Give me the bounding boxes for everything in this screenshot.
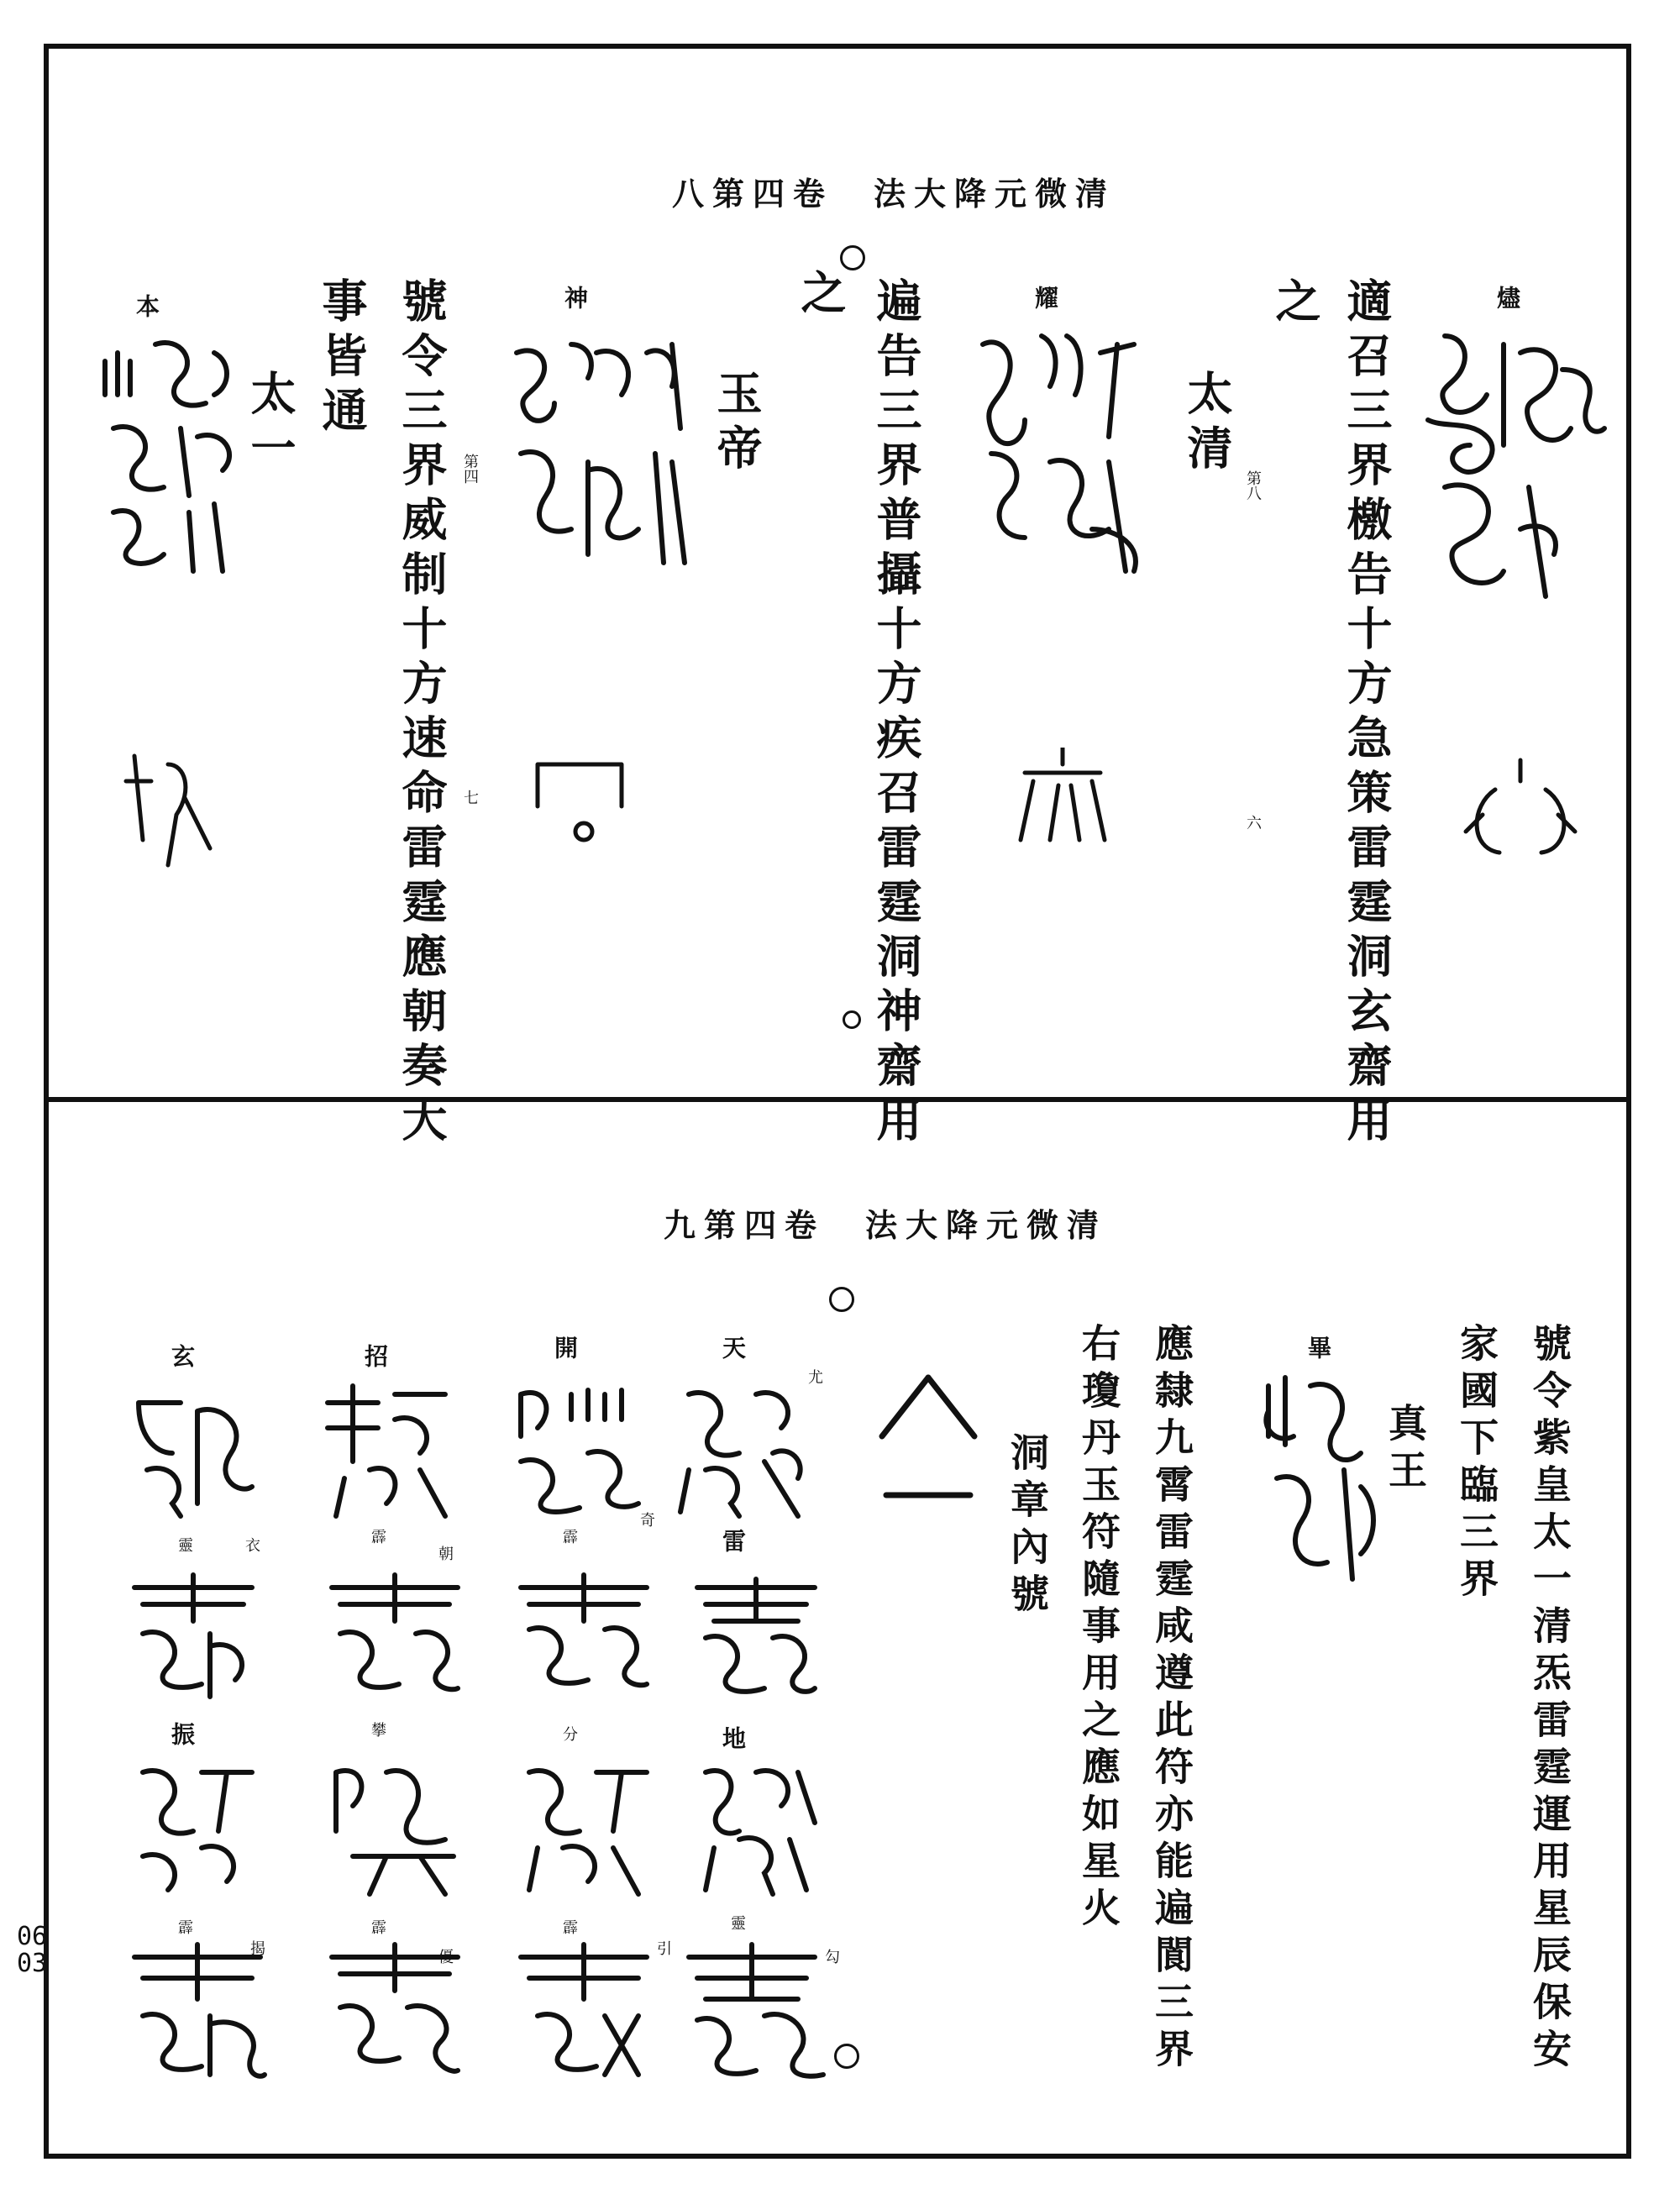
person-glyph	[874, 1369, 983, 1512]
section-2-note: 玉帝	[710, 370, 764, 479]
talisman-seal-5	[1252, 1369, 1386, 1604]
bottom-text-col2: 家國下臨三界	[1454, 1323, 1499, 1605]
talisman-glyph-2	[1008, 748, 1117, 848]
bottom-text-col6: 洞章內號	[1005, 1432, 1050, 1620]
talisman-seal-19	[126, 1571, 260, 1705]
talisman-glyph-3	[529, 756, 630, 848]
talisman-seal-4	[97, 328, 248, 580]
seal-label: 靈	[728, 1915, 746, 1930]
section-3-minilabel-2: 七	[461, 790, 479, 805]
talisman-seal-6	[672, 1378, 815, 1520]
talisman-seal-7	[689, 1571, 823, 1705]
seal-label: 靈	[176, 1537, 193, 1552]
section-3-body: 號令三界威制十方速命雷霆應朝奏大	[395, 277, 449, 1151]
seal-label: 霹	[176, 1919, 193, 1934]
seal-label: 地	[719, 1726, 747, 1750]
talisman-seal-8	[689, 1756, 823, 1898]
seal-label: 雷	[719, 1529, 747, 1552]
page-number: 0603	[16, 1922, 48, 1978]
section-2-body: 遍告三界普攝十方疾召雷霆洞神齋用	[869, 277, 923, 1151]
seal-label: 招	[361, 1344, 389, 1367]
seal-label: 霹	[369, 1529, 386, 1544]
section-3-note: 太一	[244, 370, 297, 479]
talisman-seal-16	[319, 1756, 462, 1898]
seal-label: 玄	[168, 1344, 196, 1367]
section-3-line2: 事皆通	[315, 277, 369, 441]
section-1-minilabel: 第八	[1244, 470, 1262, 501]
section-2-caption: 耀	[1032, 286, 1059, 309]
seal-side-label: 奇	[638, 1512, 655, 1527]
talisman-glyph-4	[118, 748, 218, 874]
seal-label: 引	[654, 1940, 672, 1955]
talisman-glyph-1	[1462, 756, 1579, 865]
section-3-caption: 神	[561, 286, 589, 309]
talisman-seal-15	[323, 1571, 466, 1705]
section-1-suffix: 之	[1268, 277, 1322, 332]
talisman-seal-1	[1394, 319, 1613, 655]
talisman-seal-2	[966, 319, 1151, 596]
talisman-seal-14	[319, 1378, 462, 1520]
seal-label: 攀	[369, 1722, 386, 1737]
circle-mark	[840, 245, 865, 270]
section-2-suffix: 之	[794, 269, 848, 323]
circle-mark	[843, 1010, 861, 1029]
seal-label: 天	[719, 1336, 747, 1359]
circle-mark	[834, 2044, 859, 2069]
circle-mark	[829, 1287, 854, 1312]
bottom-text-col1: 號令紫皇太一清炁雷霆運用星辰保安	[1527, 1323, 1572, 2076]
talisman-seal-9	[680, 1940, 832, 2083]
seal-side-label: 尤	[806, 1369, 823, 1384]
bottom-text-col4: 應隸九霄雷霆咸遵此符亦能遍閬三界	[1149, 1323, 1194, 2076]
bottom-header: 九第四卷 法大降元微清	[664, 1206, 1108, 1244]
section-1-caption: 燼	[1494, 286, 1521, 309]
talisman-seal-17	[323, 1940, 466, 2083]
seal-label: 霹	[560, 1919, 578, 1934]
talisman-seal-10	[504, 1378, 647, 1520]
seal-label: 振	[168, 1722, 196, 1745]
seal-side-label: 衣	[243, 1537, 260, 1552]
talisman-seal-20	[126, 1756, 260, 1898]
talisman-seal-3	[504, 328, 697, 580]
section-4-caption: 本	[133, 294, 160, 318]
seal-label: 勾	[822, 1949, 840, 1964]
talisman-seal-11	[512, 1571, 655, 1705]
seal-side-label: 朝	[436, 1546, 454, 1561]
section-1-note: 太清	[1180, 370, 1234, 479]
seal-label: 開	[551, 1336, 579, 1359]
seal-label: 霹	[369, 1919, 386, 1934]
bottom-caption: 畢	[1305, 1336, 1332, 1359]
talisman-seal-12	[512, 1756, 655, 1898]
talisman-seal-21	[126, 1940, 269, 2083]
seal-label: 霹	[560, 1529, 578, 1544]
talisman-seal-18	[130, 1386, 256, 1520]
bottom-text-col3: 真王	[1383, 1403, 1428, 1497]
seal-label: 分	[560, 1726, 578, 1741]
section-3-minilabel: 第四	[461, 454, 479, 484]
section-1-body: 適召三界檄告十方急策雷霆洞玄齋用	[1340, 277, 1394, 1151]
seal-side-label: 優	[436, 1949, 454, 1964]
section-1-minilabel-2: 六	[1244, 815, 1262, 830]
talisman-seal-13	[512, 1940, 655, 2083]
bottom-text-col5: 右瓊丹玉符隨事用之應如星火	[1076, 1323, 1121, 1934]
seal-side-label: 揭	[248, 1940, 265, 1955]
top-header: 八第四卷 法大降元微清	[672, 175, 1116, 213]
